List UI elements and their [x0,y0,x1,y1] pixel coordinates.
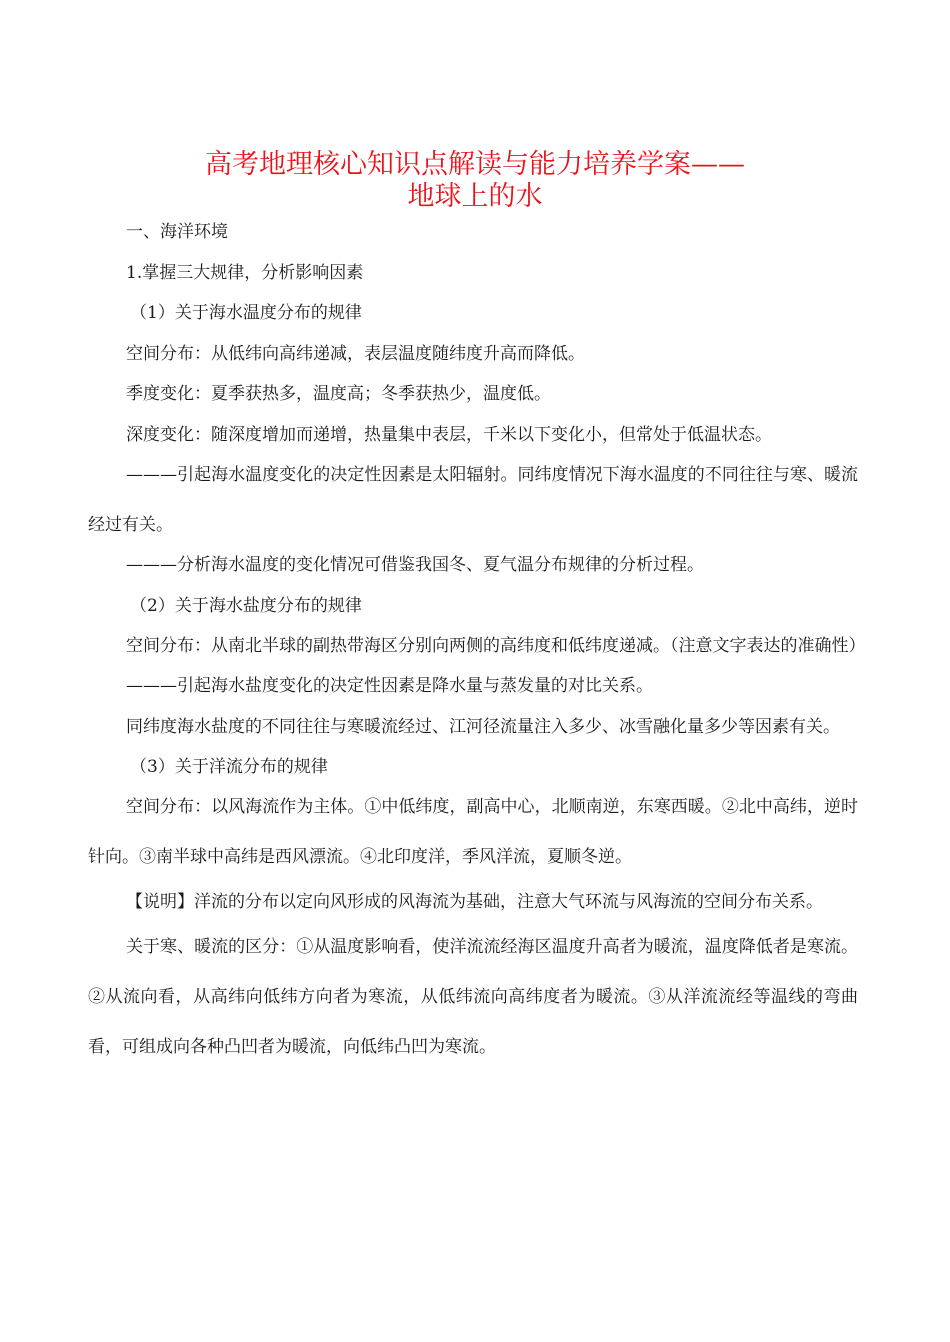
paragraph-note: 【说明】洋流的分布以定向风形成的风海流为基础，注意大气环流与风海流的空间分布关系。 [126,892,823,912]
paragraph-salinity-factor: ———引起海水盐度变化的决定性因素是降水量与蒸发量的对比关系。 [126,676,653,696]
paragraph-salinity-latitude: 同纬度海水盐度的不同往往与寒暖流经过、江河径流量注入多少、冰雪融化量多少等因素有关。 [126,716,840,737]
paragraph-salinity-distribution: 空间分布：从南北半球的副热带海区分别向两侧的高纬度和低纬度递减。（注意文字表达的准确性） [126,636,866,656]
paragraph-depth-change: 深度变化：随深度增加而递增，热量集中表层，千米以下变化小，但常处于低温状态。 [126,424,772,445]
paragraph-spatial-distribution: 空间分布：从低纬向高纬递减，表层温度随纬度升高而降低。 [126,343,585,364]
section-heading: 一、海洋环境 [126,222,228,242]
paragraph-current-distribution: 空间分布：以风海流作为主体。①中低纬度，副高中心，北顺南逆，东寒西暖。②北中高纬，逆时针向。③南半球中高纬是西风漂流。④北印度洋，季风洋流，夏顺冬逆。 [88,797,858,867]
document-title-line-1: 高考地理核心知识点解读与能力培养学案—— [205,149,745,180]
subsection-heading: 1.掌握三大规律，分析影响因素 [126,262,364,283]
topic-heading-currents: （3）关于洋流分布的规律 [130,756,328,777]
topic-heading-temperature: （1）关于海水温度分布的规律 [130,303,362,323]
paragraph-temperature-factor: ———引起海水温度变化的决定性因素是太阳辐射。同纬度情况下海水温度的不同往往与寒、暖流经过有关。 [88,465,858,535]
topic-heading-salinity: （2）关于海水盐度分布的规律 [130,595,362,616]
document-title-line-2: 地球上的水 [407,181,543,212]
paragraph-temperature-analysis: ———分析海水温度的变化情况可借鉴我国冬、夏气温分布规律的分析过程。 [126,555,704,575]
paragraph-seasonal-change: 季度变化：夏季获热多，温度高；冬季获热少，温度低。 [126,384,551,404]
document-body [88,212,866,1067]
paragraph-warm-cold-distinction: 关于寒、暖流的区分：①从温度影响看，使洋流流经海区温度升高者为暖流，温度降低者是寒流。②从流向看，从高纬向低纬方向者为寒流，从低纬流向高纬度者为暖流。③从洋流流经等温线的弯曲看，可组成向各种凸凹者为暖流，向低纬凸凹为寒流。 [88,937,858,1057]
